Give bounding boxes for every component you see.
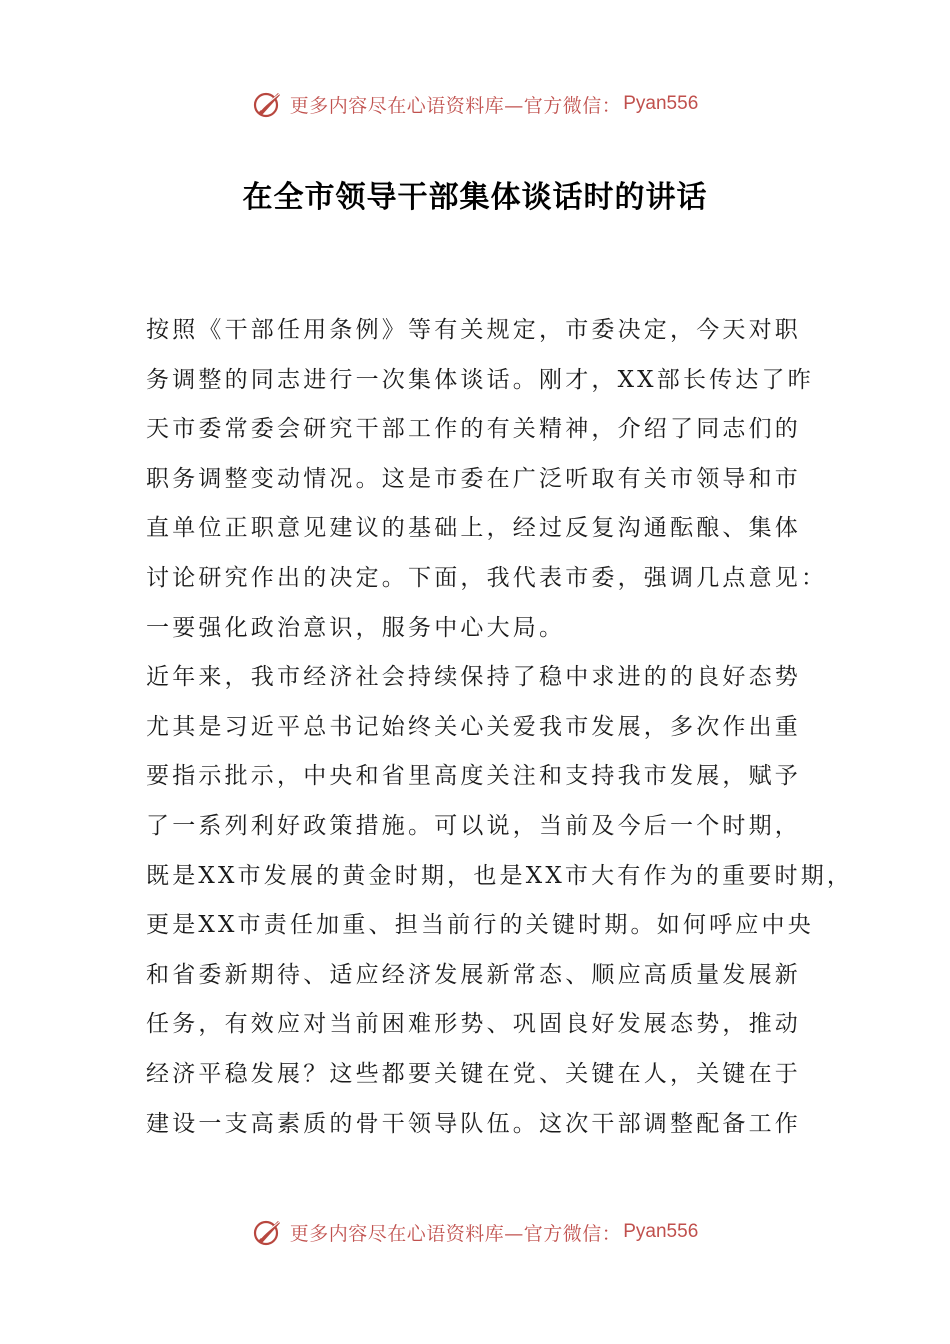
- watermark-account: Pyan556: [623, 1221, 699, 1242]
- watermark-account: Pyan556: [623, 93, 699, 114]
- watermark-text: 更多内容尽在心语资料库—官方微信：: [289, 94, 622, 117]
- text-line: 经济平稳发展？这些都要关键在党、关键在人，关键在于: [146, 1060, 801, 1087]
- text-line: 务调整的同志进行一次集体谈话。刚才，XX部长传达了昨: [146, 366, 814, 393]
- text-line: 了一系列利好政策措施。可以说，当前及今后一个时期，: [146, 812, 801, 839]
- text-line: 天市委常委会研究干部工作的有关精神，介绍了同志们的: [146, 416, 801, 443]
- header-watermark: [0, 84, 950, 124]
- text-line: 尤其是习近平总书记始终关心关爱我市发展，多次作出重: [146, 713, 801, 740]
- watermark-text: 更多内容尽在心语资料库—官方微信：: [289, 1222, 622, 1245]
- quill-logo-icon: [252, 1216, 284, 1248]
- footer-watermark: [0, 1212, 950, 1252]
- text-line: 讨论研究作出的决定。下面，我代表市委，强调几点意见：: [146, 564, 828, 591]
- document-title: 在全市领导干部集体谈话时的讲话: [242, 180, 708, 215]
- text-line: 更是XX市责任加重、担当前行的关键时期。如何呼应中央: [146, 912, 814, 939]
- text-line: 按照《干部任用条例》等有关规定，市委决定，今天对职: [146, 317, 801, 343]
- text-line: 和省委新期待、适应经济发展新常态、顺应高质量发展新: [146, 961, 801, 988]
- document-body: [146, 306, 854, 1149]
- section-heading: 一要强化政治意识，服务中心大局。: [146, 614, 566, 641]
- text-line: 直单位正职意见建议的基础上，经过反复沟通酝酿、集体: [146, 515, 801, 542]
- text-line: 任务，有效应对当前困难形势、巩固良好发展态势，推动: [146, 1011, 801, 1038]
- quill-logo-icon: [252, 88, 284, 120]
- text-line: 要指示批示，中央和省里高度关注和支持我市发展，赋予: [146, 763, 801, 790]
- text-line: 建设一支高素质的骨干领导队伍。这次干部调整配备工作: [146, 1110, 801, 1137]
- text-line: 近年来，我市经济社会持续保持了稳中求进的的良好态势: [146, 664, 801, 691]
- text-line: 既是XX市发展的黄金时期，也是XX市大有作为的重要时期，: [146, 862, 854, 889]
- text-line: 职务调整变动情况。这是市委在广泛听取有关市领导和市: [146, 465, 801, 492]
